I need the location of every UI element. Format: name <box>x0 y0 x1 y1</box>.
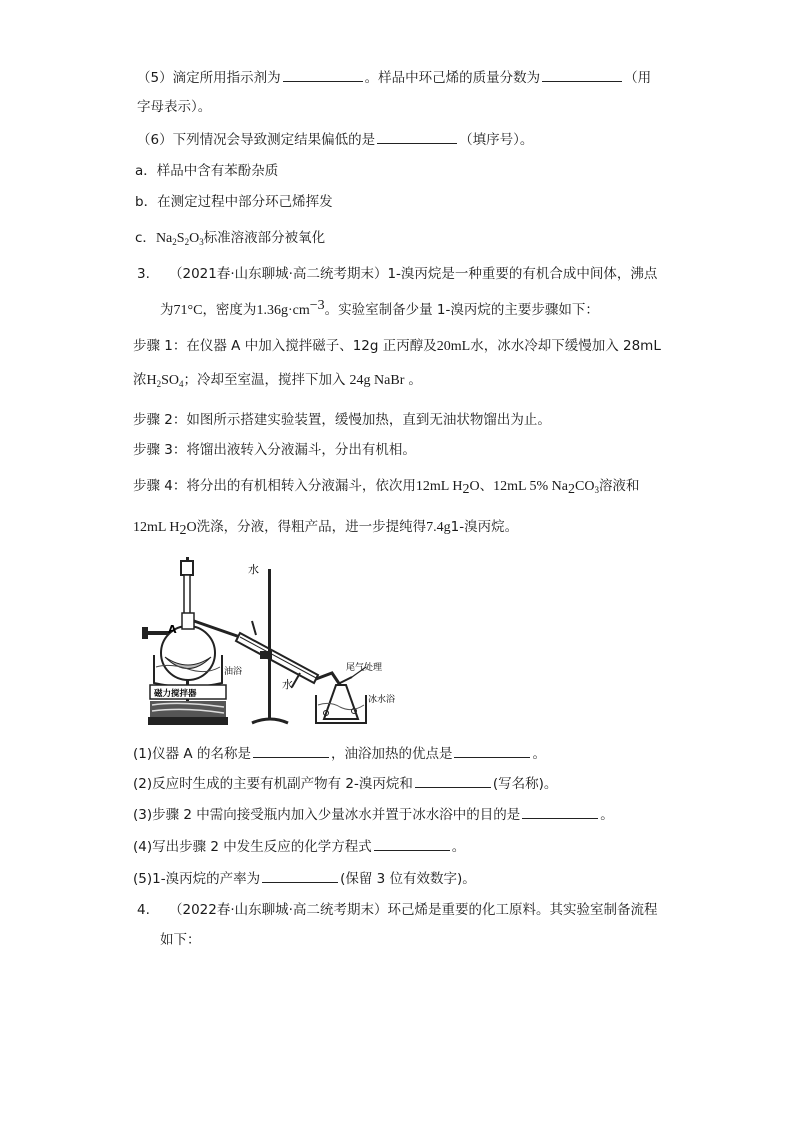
label-water-in: 水 <box>248 563 259 576</box>
text: （填序号）。 <box>459 132 534 148</box>
stand-base <box>148 717 228 725</box>
subscript-2: 2 <box>567 482 575 497</box>
question-source: （2022春·山东聊城·高二统考期末） <box>169 902 388 918</box>
label-a: A <box>168 623 177 636</box>
text: 为 <box>160 302 174 318</box>
text: 水，冰水冷却下缓慢加入 28mL <box>470 338 661 354</box>
text: 步骤 4：将分出的有机相转入分液漏斗，依次用 <box>133 478 416 494</box>
q3-step1-line2 <box>133 370 422 391</box>
water-volume-2: 12mL H <box>133 520 180 535</box>
option-b: b．在测定过程中部分环己烯挥发 <box>135 194 333 210</box>
text: c． <box>135 230 156 246</box>
answer-blank[interactable] <box>283 67 363 82</box>
question-number: 4. <box>137 902 150 918</box>
formula-o: O <box>186 520 197 535</box>
text: （5）滴定所用指示剂为 <box>137 70 281 86</box>
text: ；冷却至室温，搅拌下加入 <box>183 372 346 388</box>
na2co3-solution: 12mL 5% Na <box>493 479 568 494</box>
q3-step4-line2 <box>133 517 518 538</box>
subscript-2: 2 <box>462 482 470 497</box>
text: 浓 <box>133 372 147 388</box>
density: 1.36g·cm <box>256 303 310 318</box>
q3-step4-line1 <box>133 476 639 497</box>
boiling-point: 71°C <box>173 303 203 318</box>
text: ，油浴加热的优点是 <box>330 746 453 762</box>
q3-sub2 <box>133 773 557 794</box>
q3-sub1 <box>133 743 546 764</box>
formula-na2s2o3: $Na_2S_2O_3$ <box>155 231 204 247</box>
option-a: a．样品中含有苯酚杂质 <box>135 163 279 179</box>
q2-part5-line1 <box>137 67 651 88</box>
text: 。 <box>408 372 422 388</box>
text: 。 <box>451 839 466 855</box>
text: 标准溶液部分被氧化 <box>203 230 326 246</box>
text: 洗涤，分液，得粗产品，进一步提纯得 <box>196 519 427 535</box>
q4-intro-line1 <box>137 900 657 920</box>
q3-step1-line1 <box>133 336 661 357</box>
distillation-apparatus-figure <box>140 555 396 730</box>
formula-o: O <box>469 479 480 494</box>
text: （6）下列情况会导致测定结果偏低的是 <box>137 132 376 148</box>
text: 1-溴丙烷是一种重要的有机合成中间体，沸点 <box>387 266 658 282</box>
q3-intro-line2 <box>160 300 599 321</box>
label-water-out: 水 <box>282 678 293 691</box>
answer-blank[interactable] <box>253 743 329 758</box>
text: 溶液和 <box>598 478 640 494</box>
condenser <box>236 633 318 683</box>
text: 、 <box>479 478 494 494</box>
subscript-2: 2 <box>179 523 187 538</box>
text: ，密度为 <box>202 302 257 318</box>
text: （用 <box>624 70 652 86</box>
text: (1)仪器 A 的名称是 <box>133 746 251 762</box>
answer-blank[interactable] <box>262 868 338 883</box>
product-mass: 7.4g <box>426 520 451 535</box>
label-stirrer: 磁力搅拌器 <box>154 689 197 699</box>
density-exponent: −3 <box>309 298 325 313</box>
question-number: 3. <box>137 266 150 282</box>
text: 环己烯是重要的化工原料。其实验室制备流程 <box>387 902 658 918</box>
q3-step2: 步骤 2：如图所示搭建实验装置，缓慢加热，直到无油状物馏出为止。 <box>133 412 551 428</box>
q3-intro-line1 <box>137 264 657 284</box>
text: 字母表示）。 <box>137 99 212 115</box>
formula-h2so4: $H_2SO_4$ <box>146 373 184 389</box>
text: 。实验室制备少量 1-溴丙烷的主要步骤如下： <box>324 302 599 318</box>
answer-blank[interactable] <box>454 743 530 758</box>
q3-step3: 步骤 3：将馏出液转入分液漏斗，分出有机相。 <box>133 442 416 458</box>
receiving-flask <box>324 685 358 719</box>
text: 。 <box>532 746 546 762</box>
water-volume-1: 12mL H <box>415 479 463 494</box>
answer-blank[interactable] <box>377 129 457 144</box>
stand-rod-right <box>268 569 271 719</box>
label-tail-gas: 尾气处理 <box>346 663 383 673</box>
q2-part6 <box>137 129 533 150</box>
q3-sub4 <box>133 836 465 857</box>
answer-blank[interactable] <box>542 67 622 82</box>
text: 1-溴丙烷。 <box>450 519 519 535</box>
text: 步骤 1：在仪器 A 中加入搅拌磁子、12g 正丙醇及 <box>133 338 437 354</box>
q3-sub5 <box>133 868 476 889</box>
q3-sub3 <box>133 804 614 825</box>
q2-part5-line2 <box>137 97 211 117</box>
formula-co3: $CO_3$ <box>574 479 599 495</box>
answer-blank[interactable] <box>415 773 491 788</box>
mass-nabr: 24g NaBr <box>349 373 405 388</box>
answer-blank[interactable] <box>374 836 450 851</box>
question-source: （2021春·山东聊城·高二统考期末） <box>169 266 388 282</box>
text: (保留 3 位有效数字)。 <box>340 871 476 887</box>
volume: 20mL <box>436 339 471 354</box>
q4-intro-line2: 如下： <box>160 932 201 948</box>
label-oil-bath: 油浴 <box>224 667 243 677</box>
option-c <box>135 228 325 249</box>
text: 。 <box>600 807 614 823</box>
text: (5)1-溴丙烷的产率为 <box>133 871 261 887</box>
text: (4)写出步骤 2 中发生反应的化学方程式 <box>133 839 372 855</box>
answer-blank[interactable] <box>522 804 598 819</box>
text: (3)步骤 2 中需向接受瓶内加入少量冰水并置于冰水浴中的目的是 <box>133 807 521 823</box>
text: (2)反应时生成的主要有机副产物有 2-溴丙烷和 <box>133 776 413 792</box>
text: (写名称)。 <box>492 776 558 792</box>
label-ice-bath: 冰水浴 <box>368 695 396 705</box>
text: 。样品中环己烯的质量分数为 <box>364 70 541 86</box>
adapter-cap <box>181 561 193 575</box>
